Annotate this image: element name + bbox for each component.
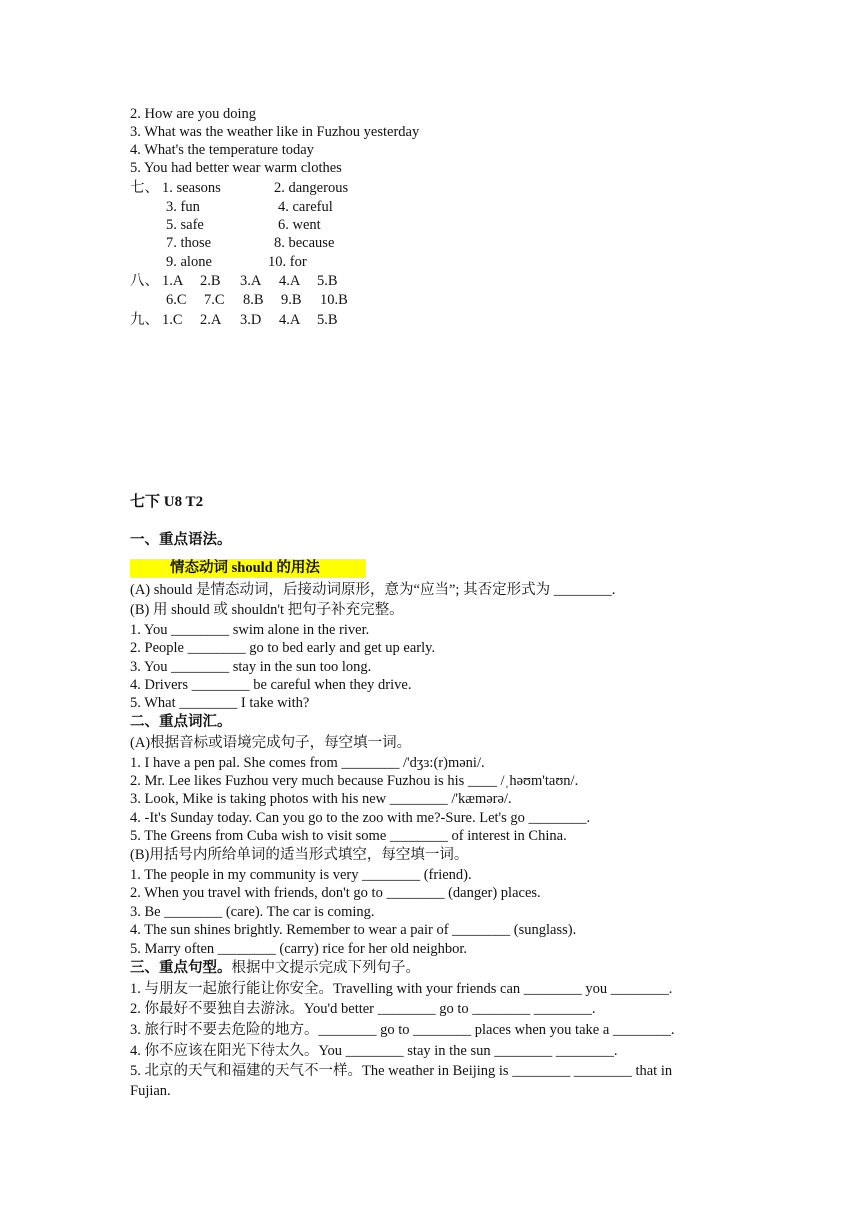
seven-answer: 1. seasons bbox=[162, 180, 221, 196]
sentence-item: 1. 与朋友一起旅行能让你安全。Travelling with your friends can ________ you ________. bbox=[130, 981, 673, 997]
grammar-highlight-title: 情态动词 should 的用法 bbox=[170, 560, 320, 576]
eight-answer: 7.C bbox=[204, 292, 225, 308]
seven-answer: 7. those bbox=[166, 235, 212, 251]
eight-answer: 1.A bbox=[162, 273, 184, 289]
vocab-item: 3. Be ________ (care). The car is coming. bbox=[130, 904, 375, 920]
eight-answer: 8.B bbox=[243, 292, 264, 308]
highlight-box bbox=[130, 559, 366, 578]
sentence-item-continuation: Fujian. bbox=[130, 1083, 171, 1099]
grammar-item: 4. Drivers ________ be careful when they drive. bbox=[130, 677, 412, 693]
seven-answer: 5. safe bbox=[166, 217, 204, 233]
answer-line-5: 5. You had better wear warm clothes bbox=[130, 160, 342, 176]
vocab-part-a: (A)根据音标或语境完成句子，每空填一词。 bbox=[130, 735, 412, 751]
seven-answer: 2. dangerous bbox=[274, 180, 349, 196]
seven-answer: 3. fun bbox=[166, 199, 200, 215]
vocab-item: 5. Marry often ________ (carry) rice for her old neighbor. bbox=[130, 941, 468, 957]
vocab-item: 1. I have a pen pal. She comes from ________ /'dʒɜ:(r)məni/. bbox=[130, 755, 485, 771]
vocab-part-b: (B)用括号内所给单词的适当形式填空，每空填一词。 bbox=[130, 847, 469, 863]
section-seven-prefix: 七、 bbox=[130, 180, 159, 196]
sentence-item: 2. 你最好不要独自去游泳。You'd better ________ go to ________ ________. bbox=[130, 1001, 596, 1017]
vocab-item: 2. Mr. Lee likes Fuzhou very much because Fuzhou is his ____ /ˌhəʊm'taʊn/. bbox=[130, 773, 579, 789]
unit-title: 七下 U8 T2 bbox=[130, 494, 204, 510]
vocab-heading: 二、重点词汇。 bbox=[130, 714, 232, 730]
seven-answer: 8. because bbox=[274, 235, 335, 251]
grammar-heading: 一、重点语法。 bbox=[130, 532, 232, 548]
sentences-heading: 三、重点句型。 bbox=[130, 960, 232, 976]
seven-answer: 4. careful bbox=[278, 199, 333, 215]
vocab-item: 2. When you travel with friends, don't go to ________ (danger) places. bbox=[130, 885, 541, 901]
answer-line-3: 3. What was the weather like in Fuzhou yesterday bbox=[130, 124, 420, 140]
eight-answer: 3.A bbox=[240, 273, 262, 289]
vocab-item: 4. -It's Sunday today. Can you go to the zoo with me?-Sure. Let's go ________. bbox=[130, 810, 591, 826]
answer-line-4: 4. What's the temperature today bbox=[130, 142, 314, 158]
vocab-item: 1. The people in my community is very ________ (friend). bbox=[130, 867, 472, 883]
section-nine-prefix: 九、 bbox=[130, 312, 159, 328]
answer-line-2: 2. How are you doing bbox=[130, 106, 257, 122]
vocab-item: 5. The Greens from Cuba wish to visit some ________ of interest in China. bbox=[130, 828, 567, 844]
nine-answer: 1.C bbox=[162, 312, 183, 328]
grammar-rule-a: (A) should 是情态动词，后接动词原形，意为“应当”; 其否定形式为 ________. bbox=[130, 582, 616, 598]
eight-answer: 9.B bbox=[281, 292, 302, 308]
eight-answer: 2.B bbox=[200, 273, 221, 289]
eight-answer: 4.A bbox=[279, 273, 301, 289]
seven-answer: 9. alone bbox=[166, 254, 212, 270]
sentences-instruction: 根据中文提示完成下列句子。 bbox=[231, 960, 420, 976]
eight-answer: 5.B bbox=[317, 273, 338, 289]
grammar-item: 3. You ________ stay in the sun too long. bbox=[130, 659, 372, 675]
seven-answer: 6. went bbox=[278, 217, 321, 233]
section-eight-prefix: 八、 bbox=[130, 273, 159, 289]
sentence-item: 5. 北京的天气和福建的天气不一样。The weather in Beijing is ________ ________ that in bbox=[130, 1063, 673, 1079]
nine-answer: 3.D bbox=[240, 312, 262, 328]
vocab-item: 4. The sun shines brightly. Remember to wear a pair of ________ (sunglass). bbox=[130, 922, 577, 938]
seven-answer: 10. for bbox=[268, 254, 307, 270]
grammar-item: 2. People ________ go to bed early and get up early. bbox=[130, 640, 436, 656]
grammar-rule-b: (B) 用 should 或 shouldn't 把句子补充完整。 bbox=[130, 602, 404, 618]
eight-answer: 10.B bbox=[320, 292, 348, 308]
nine-answer: 5.B bbox=[317, 312, 338, 328]
sentence-item: 4. 你不应该在阳光下待太久。You ________ stay in the sun ________ ________. bbox=[130, 1043, 618, 1059]
sentence-item: 3. 旅行时不要去危险的地方。________ go to ________ places when you take a ________. bbox=[130, 1022, 675, 1038]
sentences-heading-line bbox=[130, 959, 420, 977]
grammar-item: 5. What ________ I take with? bbox=[130, 695, 310, 711]
nine-answer: 4.A bbox=[279, 312, 301, 328]
grammar-item: 1. You ________ swim alone in the river. bbox=[130, 622, 370, 638]
eight-answer: 6.C bbox=[166, 292, 187, 308]
nine-answer: 2.A bbox=[200, 312, 222, 328]
vocab-item: 3. Look, Mike is taking photos with his new ________ /'kæmərə/. bbox=[130, 791, 512, 807]
